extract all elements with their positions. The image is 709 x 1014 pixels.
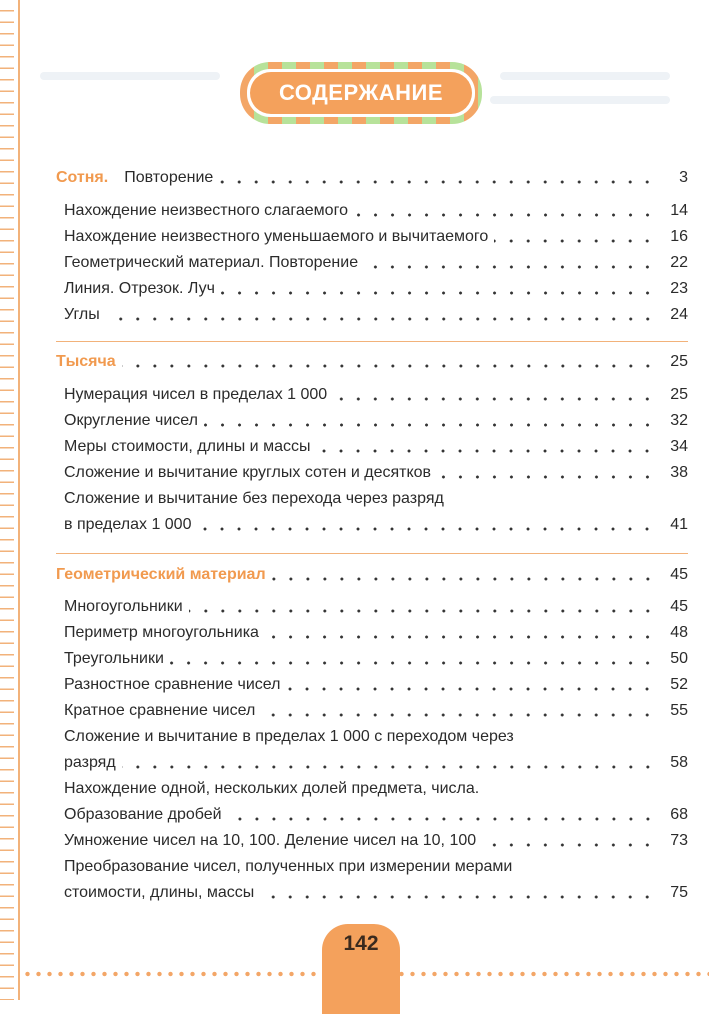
dot-leader xyxy=(228,805,656,825)
page-ref: 14 xyxy=(670,202,688,219)
page-ref: 73 xyxy=(670,832,688,849)
toc-item-row xyxy=(64,385,688,405)
toc-item-row xyxy=(64,701,688,721)
toc-item-label: Многоугольники xyxy=(64,598,183,615)
toc-item-label-continued: разряд xyxy=(64,754,116,771)
toc-item-label: Сложение и вычитание в пределах 1 000 с переходом через xyxy=(64,728,514,745)
toc-section-row xyxy=(56,352,688,372)
dot-leader xyxy=(364,253,656,273)
toc-item-label: Сложение и вычитание без перехода через разряд xyxy=(64,490,444,507)
dot-leader xyxy=(261,701,656,721)
page-ref: 55 xyxy=(670,702,688,719)
page-ref: 75 xyxy=(670,884,688,901)
section-separator xyxy=(56,553,688,554)
toc-item-label: Периметр многоугольника xyxy=(64,624,259,641)
dot-leader xyxy=(482,831,656,851)
page-title: СОДЕРЖАНИЕ xyxy=(278,80,444,105)
section-title: Геометрический материал xyxy=(56,566,266,583)
toc-item-label: Нумерация чисел в пределах 1 000 xyxy=(64,386,328,403)
toc-item-label: Преобразование чисел, полученных при измерении мерами xyxy=(64,858,513,875)
dot-leader xyxy=(333,385,656,405)
page-ref: 50 xyxy=(670,650,688,667)
page-ref: 41 xyxy=(670,516,688,533)
section-separator xyxy=(56,341,688,342)
page-ref: 23 xyxy=(670,280,688,297)
toc-item-row xyxy=(64,279,688,299)
dot-leader xyxy=(189,597,656,617)
toc-item-row xyxy=(64,675,688,695)
page-ref: 68 xyxy=(670,806,688,823)
toc-item-label: Округление чисел xyxy=(64,412,198,429)
toc-item-label: Сложение и вычитание круглых сотен и десятков xyxy=(64,464,432,481)
page-ref: 52 xyxy=(670,676,688,693)
toc-item-row xyxy=(64,437,688,457)
dot-leader xyxy=(272,565,656,585)
dot-leader xyxy=(197,515,656,535)
toc-item-label-continued: Образование дробей xyxy=(64,806,222,823)
page-number: 142 xyxy=(343,932,379,955)
page-ref: 38 xyxy=(670,464,688,481)
dot-leader xyxy=(265,623,656,643)
toc-section-row xyxy=(56,168,688,188)
dot-leader xyxy=(221,279,656,299)
page-ref: 25 xyxy=(670,386,688,403)
page-ref: 45 xyxy=(670,566,688,583)
toc-item-row xyxy=(64,201,688,221)
page-ref: 45 xyxy=(670,598,688,615)
page-ref: 22 xyxy=(670,254,688,271)
toc-item-label: Геометрический материал. Повторение xyxy=(64,254,359,271)
toc-item-row xyxy=(64,753,688,773)
section-subtitle: Повторение xyxy=(124,169,214,186)
toc-item-label: Линия. Отрезок. Луч xyxy=(64,280,215,297)
dot-leader xyxy=(204,411,656,431)
toc-item-label: Меры стоимости, длины и массы xyxy=(64,438,311,455)
toc-item-label-continued: стоимости, длины, массы xyxy=(64,884,255,901)
toc-item-row xyxy=(64,649,688,669)
page-ref: 58 xyxy=(670,754,688,771)
toc-item-row xyxy=(64,227,688,247)
toc-item-row xyxy=(64,463,688,483)
dot-leader xyxy=(106,305,656,325)
toc-item-label-continued: в пределах 1 000 xyxy=(64,516,192,533)
dot-leader xyxy=(260,883,656,903)
toc-item-row xyxy=(64,805,688,825)
toc-item-label: Кратное сравнение чисел xyxy=(64,702,256,719)
page-ref: 3 xyxy=(679,169,688,186)
toc-item-label: Умножение чисел на 10, 100. Деление чисел на 10, 100 xyxy=(64,832,477,849)
toc-item-row xyxy=(64,883,688,903)
dot-leader xyxy=(122,753,656,773)
toc-item-row xyxy=(64,515,688,535)
toc-item-label: Нахождение неизвестного уменьшаемого и вычитаемого xyxy=(64,228,489,245)
dot-leader xyxy=(437,463,656,483)
toc-item-label: Треугольники xyxy=(64,650,164,667)
dot-leader xyxy=(170,649,656,669)
toc-item-row xyxy=(64,411,688,431)
toc-item-row xyxy=(64,253,688,273)
dot-leader xyxy=(219,168,656,188)
page-ref: 48 xyxy=(670,624,688,641)
toc-section-row xyxy=(56,565,688,585)
toc-item-row xyxy=(64,831,688,851)
page-ref: 25 xyxy=(670,353,688,370)
section-title: Тысяча xyxy=(56,353,116,370)
toc-item-row xyxy=(64,305,688,325)
dot-leader xyxy=(316,437,656,457)
page-number-tab xyxy=(322,924,400,1014)
toc-item-label: Нахождение неизвестного слагаемого xyxy=(64,202,348,219)
page-ref: 24 xyxy=(670,306,688,323)
toc-item-label: Разностное сравнение чисел xyxy=(64,676,281,693)
toc-item-row xyxy=(64,623,688,643)
dot-leader xyxy=(494,227,656,247)
dot-leader xyxy=(122,352,656,372)
toc-item-row xyxy=(64,597,688,617)
toc-item-label: Углы xyxy=(64,306,100,323)
page-ref: 34 xyxy=(670,438,688,455)
dot-leader xyxy=(286,675,656,695)
toc-item-label: Нахождение одной, нескольких долей предмета, числа. xyxy=(64,780,480,797)
dot-leader xyxy=(354,201,656,221)
page-ref: 16 xyxy=(670,228,688,245)
section-title: Сотня. xyxy=(56,169,109,186)
page-ref: 32 xyxy=(670,412,688,429)
